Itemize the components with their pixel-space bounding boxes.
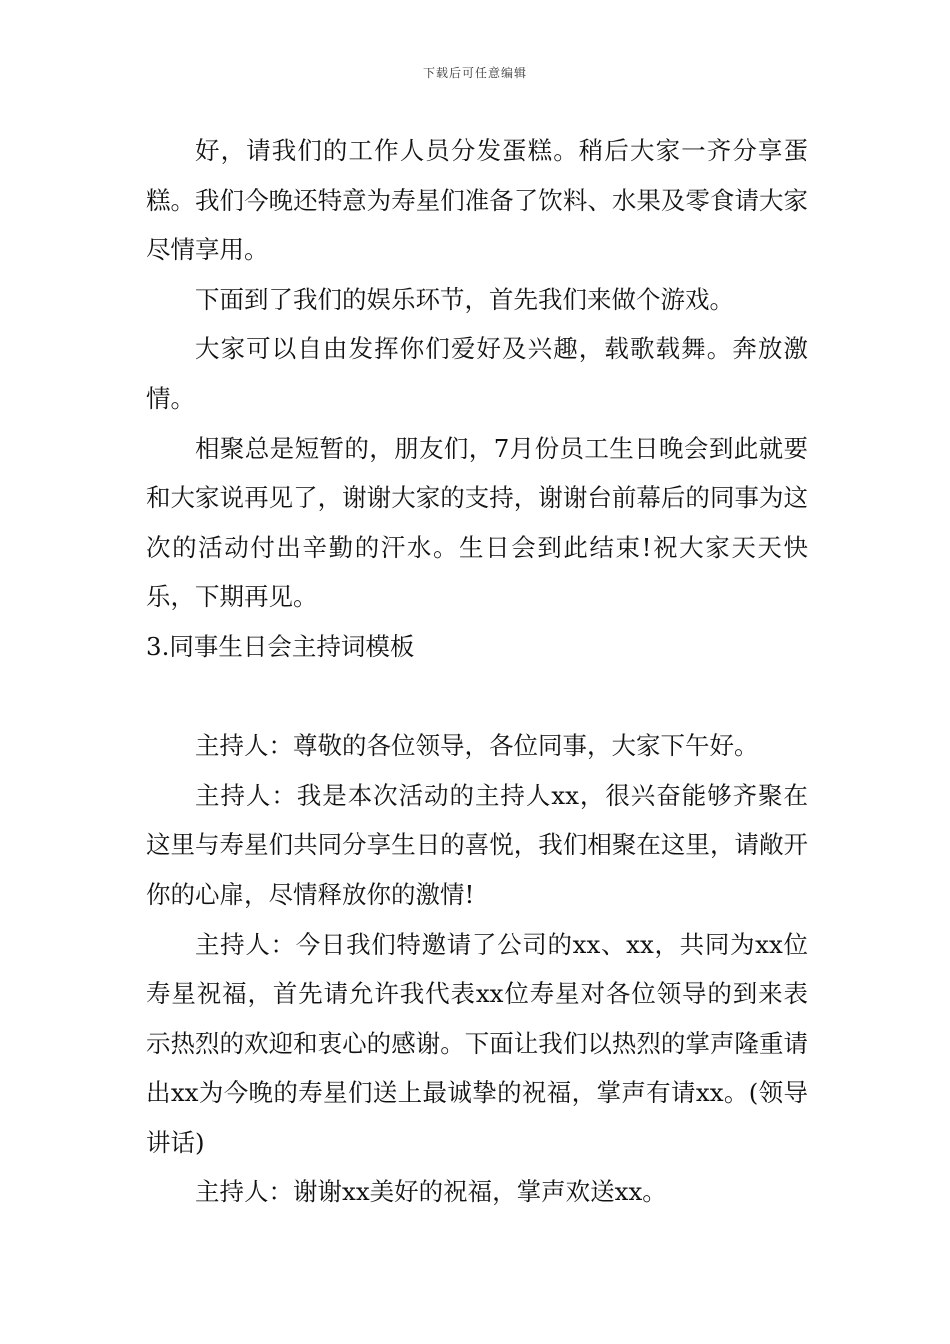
paragraph-host-intro: 主持人：我是本次活动的主持人xx，很兴奋能够齐聚在这里与寿星们共同分享生日的喜悦，我们相聚在这里，请敞开你的心扉，尽情释放你的激情! [146,780,808,909]
blank-line [146,672,808,722]
paragraph-cake: 好，请我们的工作人员分发蛋糕。稍后大家一齐分享蛋糕。我们今晚还特意为寿星们准备了饮料、水果及零食请大家尽情享用。 [146,136,808,265]
paragraph-leader-invite: 主持人：今日我们特邀请了公司的xx、xx，共同为xx位寿星祝福，首先请允许我代表xx位寿星对各位领导的到来表示热烈的欢迎和衷心的感谢。下面让我们以热烈的掌声隆重请出xx为今晚的寿星们送上最诚挚的祝福，掌声有请xx。(领导讲话) [146,929,808,1157]
paragraph-closing: 相聚总是短暂的，朋友们，7月份员工生日晚会到此就要和大家说再见了，谢谢大家的支持，谢谢台前幕后的同事为这次的活动付出辛勤的汗水。生日会到此结束!祝大家天天快乐，下期再见。 [146,433,808,612]
paragraph-performance: 大家可以自由发挥你们爱好及兴趣，载歌载舞。奔放激情。 [146,334,808,413]
paragraph-game: 下面到了我们的娱乐环节，首先我们来做个游戏。 [195,284,734,314]
section-heading: 3.同事生日会主持词模板 [146,631,415,661]
paragraph-thanks: 主持人：谢谢xx美好的祝福，掌声欢送xx。 [195,1177,667,1207]
document-body [146,126,808,1217]
paragraph-greeting: 主持人：尊敬的各位领导，各位同事，大家下午好。 [195,731,759,761]
page-header: 下载后可任意编辑 [422,66,527,80]
